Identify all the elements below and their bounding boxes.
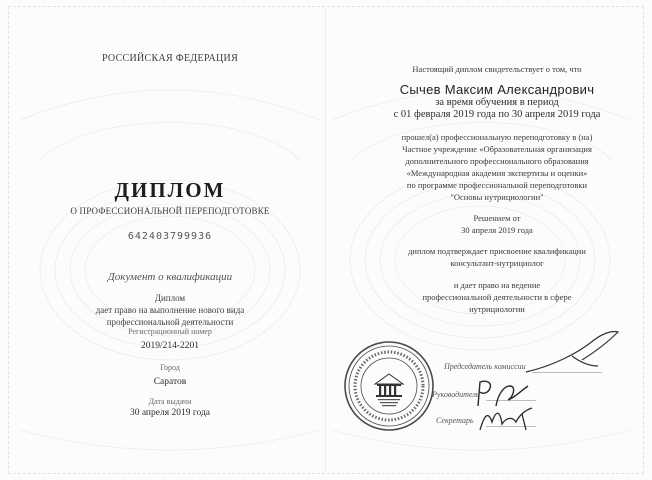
intro-text: Настоящий диплом свидетельствует о том, что — [412, 64, 582, 74]
signature-chair-icon — [522, 326, 622, 378]
study-period: с 01 февраля 2019 года по 30 апреля 2019 года — [393, 109, 601, 120]
registration-number: 2019/214-2201 — [140, 341, 200, 351]
signature-secretary-label: Секретарь — [436, 416, 474, 425]
signature-head-label: Руководитель — [432, 390, 480, 399]
serial-number: 642403799936 — [127, 231, 213, 242]
decision-label: Решением от — [473, 213, 521, 223]
official-seal-icon — [343, 340, 435, 432]
rights-line-2: профессиональной деятельности — [106, 317, 234, 327]
right-page — [326, 0, 652, 480]
organization-line-3: «Международная академия экспертизы и оценки» — [406, 168, 588, 178]
issue-date: 30 апреля 2019 года — [129, 408, 211, 418]
diploma-subtitle: О ПРОФЕССИОНАЛЬНОЙ ПЕРЕПОДГОТОВКЕ — [70, 206, 270, 216]
rights-line-1: дает право на выполнение нового вида — [95, 305, 245, 315]
rights-text-3: нутрициологии — [469, 304, 525, 314]
organization-line-2: дополнительного профессионального образования — [405, 156, 589, 166]
program-label: по программе профессиональной переподготовки — [406, 180, 588, 190]
program-name: "Основы нутрициологии" — [450, 192, 544, 202]
period-label: за время обучения в период — [435, 97, 559, 108]
registration-label: Регистрационный номер — [128, 327, 212, 336]
country-heading: РОССИЙСКАЯ ФЕДЕРАЦИЯ — [101, 53, 239, 64]
organization-line-1: Частное учреждение «Образовательная организация — [402, 144, 592, 154]
issue-date-label: Дата выдачи — [148, 397, 192, 406]
signature-chair-label: Председатель комиссии — [444, 362, 526, 371]
qualification: консультант-нутрициолог — [450, 258, 544, 268]
rights-text-1: и дает право на ведение — [453, 280, 541, 290]
document-name: Диплом — [154, 293, 186, 303]
rights-text-2: профессиональной деятельности в сфере — [422, 292, 572, 302]
document-type: Документ о квалификации — [107, 271, 233, 283]
decision-date: 30 апреля 2019 года — [461, 225, 533, 235]
graduate-name: Сычев Максим Александрович — [399, 82, 595, 97]
confirms-text: диплом подтверждает присвоение квалификации — [408, 246, 586, 256]
city-label: Город — [160, 363, 180, 372]
signature-secretary-icon — [476, 404, 540, 434]
diploma-title: ДИПЛОМ — [114, 178, 226, 202]
passed-text: прошел(а) профессиональную переподготовку в (на) — [401, 132, 593, 142]
city-value: Саратов — [153, 377, 187, 387]
